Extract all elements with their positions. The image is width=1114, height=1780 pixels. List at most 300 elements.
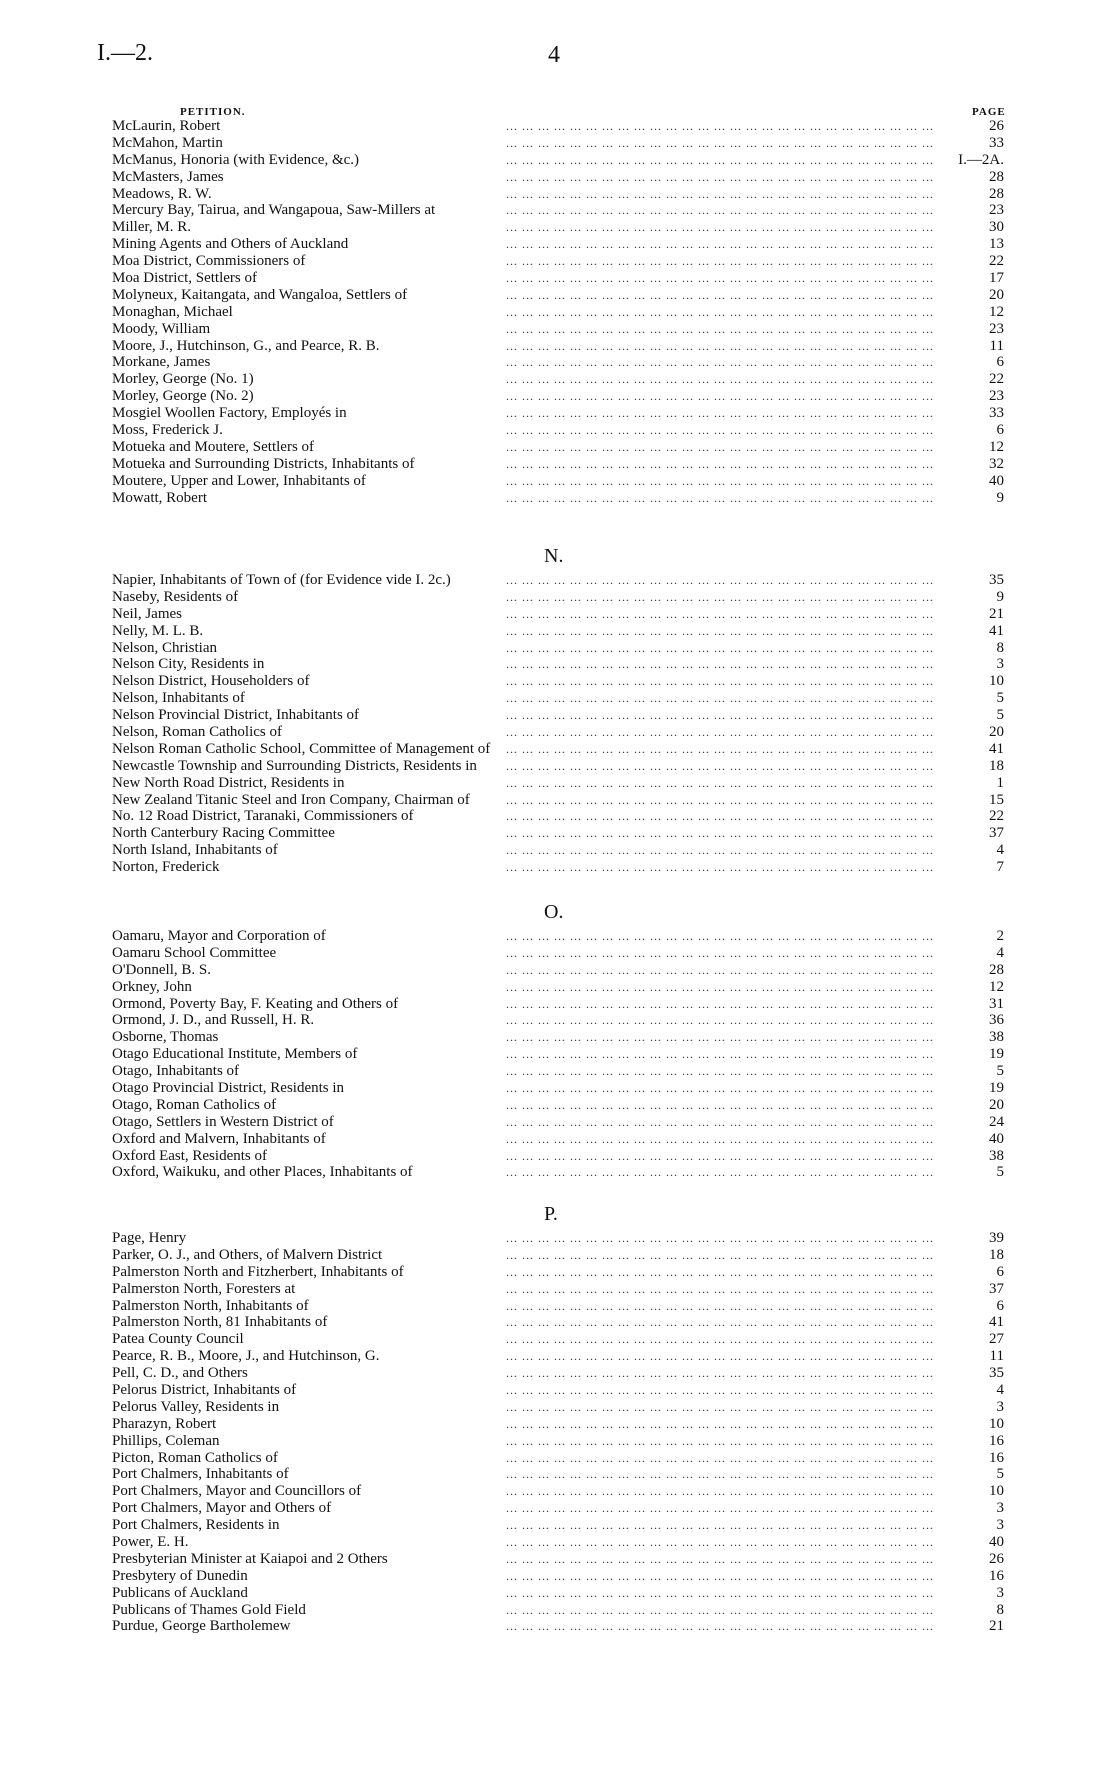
index-entry: [112, 371, 1004, 388]
entry-name: Oxford, Waikuku, and other Places, Inhabitants of: [112, 1164, 417, 1181]
index-entry: [112, 1046, 1004, 1063]
leader-dots: ... ... ... ... ... ... ... ... ... ... ... ... ... ... ... ... ... ... ... ... ... ... ... ... ... ... ...: [506, 237, 934, 252]
leader-dots: ... ... ... ... ... ... ... ... ... ... ... ... ... ... ... ... ... ... ... ... ... ... ... ... ... ... ...: [506, 338, 934, 353]
entry-name: Nelson Roman Catholic School, Committee of Management of: [112, 741, 494, 758]
leader-dots: ... ... ... ... ... ... ... ... ... ... ... ... ... ... ... ... ... ... ... ... ... ... ... ... ... ... ...: [506, 1332, 934, 1347]
index-entry: [112, 1450, 1004, 1467]
leader-dots: ... ... ... ... ... ... ... ... ... ... ... ... ... ... ... ... ... ... ... ... ... ... ... ... ... ... ...: [506, 962, 934, 977]
entry-page: 35: [989, 1365, 1004, 1382]
index-entry: [112, 169, 1004, 186]
entry-name: Oamaru, Mayor and Corporation of: [112, 928, 330, 945]
entry-name: Mowatt, Robert: [112, 490, 211, 507]
leader-dots: ... ... ... ... ... ... ... ... ... ... ... ... ... ... ... ... ... ... ... ... ... ... ... ... ... ... ...: [506, 456, 934, 471]
entry-name: Patea County Council: [112, 1331, 248, 1348]
index-entry: [112, 589, 1004, 606]
entry-name: Moss, Frederick J.: [112, 422, 227, 439]
entry-name: Page, Henry: [112, 1230, 190, 1247]
entry-page: 35: [989, 572, 1004, 588]
entry-name: Power, E. H.: [112, 1534, 192, 1551]
leader-dots: ... ... ... ... ... ... ... ... ... ... ... ... ... ... ... ... ... ... ... ... ... ... ... ... ... ... ...: [506, 1131, 934, 1146]
entry-name: Naseby, Residents of: [112, 589, 242, 606]
leader-dots: ... ... ... ... ... ... ... ... ... ... ... ... ... ... ... ... ... ... ... ... ... ... ... ... ... ... ...: [506, 758, 934, 773]
entry-page: 18: [989, 1246, 1004, 1263]
index-entry: [112, 1097, 1004, 1114]
index-entry: [112, 1416, 1004, 1433]
entry-page: 10: [989, 673, 1004, 690]
index-entry: [112, 253, 1004, 270]
entry-name: Palmerston North and Fitzherbert, Inhabitants of: [112, 1264, 408, 1281]
leader-dots: ... ... ... ... ... ... ... ... ... ... ... ... ... ... ... ... ... ... ... ... ... ... ... ... ... ... ...: [506, 1484, 934, 1499]
entry-page: 12: [989, 438, 1004, 455]
leader-dots: ... ... ... ... ... ... ... ... ... ... ... ... ... ... ... ... ... ... ... ... ... ... ... ... ... ... ...: [506, 691, 934, 706]
entry-name: Oamaru School Committee: [112, 945, 280, 962]
index-entry: [112, 775, 1004, 792]
leader-dots: ... ... ... ... ... ... ... ... ... ... ... ... ... ... ... ... ... ... ... ... ... ... ... ... ... ... ...: [506, 657, 934, 672]
leader-dots: ... ... ... ... ... ... ... ... ... ... ... ... ... ... ... ... ... ... ... ... ... ... ... ... ... ... ...: [506, 490, 934, 505]
leader-dots: ... ... ... ... ... ... ... ... ... ... ... ... ... ... ... ... ... ... ... ... ... ... ... ... ... ... ...: [506, 1535, 934, 1550]
entry-name: Miller, M. R.: [112, 219, 195, 236]
leader-dots: ... ... ... ... ... ... ... ... ... ... ... ... ... ... ... ... ... ... ... ... ... ... ... ... ... ... ...: [506, 1619, 934, 1634]
leader-dots: ... ... ... ... ... ... ... ... ... ... ... ... ... ... ... ... ... ... ... ... ... ... ... ... ... ... ...: [506, 1264, 934, 1279]
entry-name: Osborne, Thomas: [112, 1029, 222, 1046]
leader-dots: ... ... ... ... ... ... ... ... ... ... ... ... ... ... ... ... ... ... ... ... ... ... ... ... ... ... ...: [506, 254, 934, 269]
index-entry: [112, 1314, 1004, 1331]
entry-name: Nelson City, Residents in: [112, 656, 268, 673]
entry-name: Morley, George (No. 1): [112, 371, 258, 388]
leader-dots: ... ... ... ... ... ... ... ... ... ... ... ... ... ... ... ... ... ... ... ... ... ... ... ... ... ... ...: [506, 372, 934, 387]
entry-name: O'Donnell, B. S.: [112, 962, 215, 979]
index-entry: [112, 1230, 1004, 1247]
index-entry: [112, 842, 1004, 859]
entry-name: Pelorus District, Inhabitants of: [112, 1382, 300, 1399]
entry-page: 5: [996, 707, 1004, 724]
entry-page: 9: [996, 588, 1004, 605]
index-entry: [112, 690, 1004, 707]
leader-dots: ... ... ... ... ... ... ... ... ... ... ... ... ... ... ... ... ... ... ... ... ... ... ... ... ... ... ...: [506, 1114, 934, 1129]
index-entry: [112, 1382, 1004, 1399]
entry-page: 41: [989, 740, 1004, 757]
entry-name: Napier, Inhabitants of Town of (for Evidence vide I. 2c.): [112, 572, 455, 589]
leader-dots: ... ... ... ... ... ... ... ... ... ... ... ... ... ... ... ... ... ... ... ... ... ... ... ... ... ... ...: [506, 996, 934, 1011]
entry-name: Mining Agents and Others of Auckland: [112, 236, 352, 253]
entry-name: Publicans of Auckland: [112, 1585, 252, 1602]
entry-name: Otago, Inhabitants of: [112, 1063, 243, 1080]
entry-name: New Zealand Titanic Steel and Iron Company, Chairman of: [112, 792, 474, 809]
index-entry: [112, 219, 1004, 236]
leader-dots: ... ... ... ... ... ... ... ... ... ... ... ... ... ... ... ... ... ... ... ... ... ... ... ... ... ... ...: [506, 1047, 934, 1062]
leader-dots: ... ... ... ... ... ... ... ... ... ... ... ... ... ... ... ... ... ... ... ... ... ... ... ... ... ... ...: [506, 406, 934, 421]
leader-dots: ... ... ... ... ... ... ... ... ... ... ... ... ... ... ... ... ... ... ... ... ... ... ... ... ... ... ...: [506, 152, 934, 167]
leader-dots: ... ... ... ... ... ... ... ... ... ... ... ... ... ... ... ... ... ... ... ... ... ... ... ... ... ... ...: [506, 1416, 934, 1431]
entry-page: 4: [996, 842, 1004, 859]
entry-name: McManus, Honoria (with Evidence, &c.): [112, 152, 363, 169]
leader-dots: ... ... ... ... ... ... ... ... ... ... ... ... ... ... ... ... ... ... ... ... ... ... ... ... ... ... ...: [506, 1247, 934, 1262]
index-entry: [112, 656, 1004, 673]
leader-dots: ... ... ... ... ... ... ... ... ... ... ... ... ... ... ... ... ... ... ... ... ... ... ... ... ... ... ...: [506, 186, 934, 201]
leader-dots: ... ... ... ... ... ... ... ... ... ... ... ... ... ... ... ... ... ... ... ... ... ... ... ... ... ... ...: [506, 1298, 934, 1313]
index-entry: [112, 439, 1004, 456]
column-heading-page: PAGE: [972, 106, 1006, 118]
entry-page: 4: [996, 944, 1004, 961]
entry-name: Motueka and Moutere, Settlers of: [112, 439, 318, 456]
index-entry: [112, 572, 1004, 589]
entry-page: 16: [989, 1449, 1004, 1466]
section-letter: N.: [544, 545, 564, 567]
entry-name: Nelson, Roman Catholics of: [112, 724, 286, 741]
index-entry: [112, 1063, 1004, 1080]
entry-name: Newcastle Township and Surrounding Districts, Residents in: [112, 758, 481, 775]
entry-name: Pell, C. D., and Others: [112, 1365, 252, 1382]
leader-dots: ... ... ... ... ... ... ... ... ... ... ... ... ... ... ... ... ... ... ... ... ... ... ... ... ... ... ...: [506, 1097, 934, 1112]
entry-name: Nelson, Christian: [112, 640, 221, 657]
index-entry: [112, 979, 1004, 996]
entry-name: Moa District, Settlers of: [112, 270, 261, 287]
leader-dots: ... ... ... ... ... ... ... ... ... ... ... ... ... ... ... ... ... ... ... ... ... ... ... ... ... ... ...: [506, 1013, 934, 1028]
index-entry: [112, 1331, 1004, 1348]
index-entry: [112, 1500, 1004, 1517]
leader-dots: ... ... ... ... ... ... ... ... ... ... ... ... ... ... ... ... ... ... ... ... ... ... ... ... ... ... ...: [506, 220, 934, 235]
entry-name: Purdue, George Bartholemew: [112, 1618, 294, 1635]
entry-name: Moody, William: [112, 321, 214, 338]
entry-name: Presbytery of Dunedin: [112, 1568, 252, 1585]
leader-dots: ... ... ... ... ... ... ... ... ... ... ... ... ... ... ... ... ... ... ... ... ... ... ... ... ... ... ...: [506, 945, 934, 960]
entry-page: 5: [996, 1063, 1004, 1080]
leader-dots: ... ... ... ... ... ... ... ... ... ... ... ... ... ... ... ... ... ... ... ... ... ... ... ... ... ... ...: [506, 1501, 934, 1516]
entry-name: Nelly, M. L. B.: [112, 623, 207, 640]
entry-name: Nelson Provincial District, Inhabitants of: [112, 707, 363, 724]
leader-dots: ... ... ... ... ... ... ... ... ... ... ... ... ... ... ... ... ... ... ... ... ... ... ... ... ... ... ...: [506, 304, 934, 319]
entry-page: 20: [989, 724, 1004, 741]
leader-dots: ... ... ... ... ... ... ... ... ... ... ... ... ... ... ... ... ... ... ... ... ... ... ... ... ... ... ...: [506, 640, 934, 655]
index-entry: [112, 741, 1004, 758]
leader-dots: ... ... ... ... ... ... ... ... ... ... ... ... ... ... ... ... ... ... ... ... ... ... ... ... ... ... ...: [506, 1467, 934, 1482]
entry-page: 33: [989, 405, 1004, 422]
index-entry: [112, 606, 1004, 623]
index-entry: [112, 1264, 1004, 1281]
leader-dots: ... ... ... ... ... ... ... ... ... ... ... ... ... ... ... ... ... ... ... ... ... ... ... ... ... ... ...: [506, 809, 934, 824]
entry-page: 9: [996, 489, 1004, 506]
section-letter: P.: [544, 1203, 558, 1225]
entry-page: 16: [989, 1567, 1004, 1584]
entry-page: 12: [989, 303, 1004, 320]
entry-name: Moa District, Commissioners of: [112, 253, 309, 270]
entry-name: Meadows, R. W.: [112, 186, 216, 203]
index-entry: [112, 422, 1004, 439]
entry-page: 28: [989, 168, 1004, 185]
index-entry: [112, 135, 1004, 152]
leader-dots: ... ... ... ... ... ... ... ... ... ... ... ... ... ... ... ... ... ... ... ... ... ... ... ... ... ... ...: [506, 1281, 934, 1296]
index-section: [112, 118, 1004, 506]
entry-page: 20: [989, 1096, 1004, 1113]
index-entry: [112, 1348, 1004, 1365]
index-section: [112, 1230, 1004, 1635]
entry-page: 5: [996, 690, 1004, 707]
entry-page: 23: [989, 388, 1004, 405]
leader-dots: ... ... ... ... ... ... ... ... ... ... ... ... ... ... ... ... ... ... ... ... ... ... ... ... ... ... ...: [506, 1081, 934, 1096]
index-section: [112, 928, 1004, 1181]
leader-dots: ... ... ... ... ... ... ... ... ... ... ... ... ... ... ... ... ... ... ... ... ... ... ... ... ... ... ...: [506, 860, 934, 875]
entry-page: 7: [996, 859, 1004, 876]
entry-page: 21: [989, 605, 1004, 622]
entry-page: 33: [989, 134, 1004, 151]
leader-dots: ... ... ... ... ... ... ... ... ... ... ... ... ... ... ... ... ... ... ... ... ... ... ... ... ... ... ...: [506, 775, 934, 790]
entry-page: 5: [996, 1466, 1004, 1483]
entry-name: Nelson, Inhabitants of: [112, 690, 249, 707]
leader-dots: ... ... ... ... ... ... ... ... ... ... ... ... ... ... ... ... ... ... ... ... ... ... ... ... ... ... ...: [506, 1349, 934, 1364]
entry-page: 22: [989, 253, 1004, 270]
entry-name: Moore, J., Hutchinson, G., and Pearce, R. B.: [112, 338, 383, 355]
index-entry: [112, 1551, 1004, 1568]
entry-name: Monaghan, Michael: [112, 304, 237, 321]
index-entry: [112, 825, 1004, 842]
entry-page: 10: [989, 1415, 1004, 1432]
leader-dots: ... ... ... ... ... ... ... ... ... ... ... ... ... ... ... ... ... ... ... ... ... ... ... ... ... ... ...: [506, 929, 934, 943]
leader-dots: ... ... ... ... ... ... ... ... ... ... ... ... ... ... ... ... ... ... ... ... ... ... ... ... ... ... ...: [506, 623, 934, 638]
leader-dots: ... ... ... ... ... ... ... ... ... ... ... ... ... ... ... ... ... ... ... ... ... ... ... ... ... ... ...: [506, 439, 934, 454]
index-entry: [112, 1618, 1004, 1635]
index-entry: [112, 118, 1004, 135]
index-entry: [112, 859, 1004, 876]
leader-dots: ... ... ... ... ... ... ... ... ... ... ... ... ... ... ... ... ... ... ... ... ... ... ... ... ... ... ...: [506, 271, 934, 286]
entry-page: 3: [996, 1500, 1004, 1517]
leader-dots: ... ... ... ... ... ... ... ... ... ... ... ... ... ... ... ... ... ... ... ... ... ... ... ... ... ... ...: [506, 203, 934, 218]
entry-name: McMasters, James: [112, 169, 228, 186]
index-entry: [112, 707, 1004, 724]
entry-page: 3: [996, 656, 1004, 673]
entry-page: 10: [989, 1483, 1004, 1500]
entry-name: Pharazyn, Robert: [112, 1416, 220, 1433]
index-entry: [112, 1164, 1004, 1181]
entry-name: Motueka and Surrounding Districts, Inhabitants of: [112, 456, 418, 473]
leader-dots: ... ... ... ... ... ... ... ... ... ... ... ... ... ... ... ... ... ... ... ... ... ... ... ... ... ... ...: [506, 355, 934, 370]
index-entry: [112, 1602, 1004, 1619]
entry-page: 24: [989, 1113, 1004, 1130]
entry-page: 4: [996, 1382, 1004, 1399]
index-entry: [112, 792, 1004, 809]
leader-dots: ... ... ... ... ... ... ... ... ... ... ... ... ... ... ... ... ... ... ... ... ... ... ... ... ... ... ...: [506, 1064, 934, 1079]
leader-dots: ... ... ... ... ... ... ... ... ... ... ... ... ... ... ... ... ... ... ... ... ... ... ... ... ... ... ...: [506, 792, 934, 807]
leader-dots: ... ... ... ... ... ... ... ... ... ... ... ... ... ... ... ... ... ... ... ... ... ... ... ... ... ... ...: [506, 321, 934, 336]
entry-name: Nelson District, Householders of: [112, 673, 313, 690]
index-entry: [112, 473, 1004, 490]
entry-page: 28: [989, 185, 1004, 202]
entry-name: Publicans of Thames Gold Field: [112, 1602, 310, 1619]
entry-name: Palmerston North, 81 Inhabitants of: [112, 1314, 331, 1331]
leader-dots: ... ... ... ... ... ... ... ... ... ... ... ... ... ... ... ... ... ... ... ... ... ... ... ... ... ... ...: [506, 708, 934, 723]
index-entry: [112, 1012, 1004, 1029]
leader-dots: ... ... ... ... ... ... ... ... ... ... ... ... ... ... ... ... ... ... ... ... ... ... ... ... ... ... ...: [506, 1602, 934, 1617]
entry-name: Otago, Settlers in Western District of: [112, 1114, 338, 1131]
document-reference: I.—2.: [97, 40, 153, 66]
leader-dots: ... ... ... ... ... ... ... ... ... ... ... ... ... ... ... ... ... ... ... ... ... ... ... ... ... ... ...: [506, 169, 934, 184]
index-entry: [112, 1433, 1004, 1450]
leader-dots: ... ... ... ... ... ... ... ... ... ... ... ... ... ... ... ... ... ... ... ... ... ... ... ... ... ... ...: [506, 979, 934, 994]
entry-name: Presbyterian Minister at Kaiapoi and 2 Others: [112, 1551, 392, 1568]
leader-dots: ... ... ... ... ... ... ... ... ... ... ... ... ... ... ... ... ... ... ... ... ... ... ... ... ... ... ...: [506, 674, 934, 689]
leader-dots: ... ... ... ... ... ... ... ... ... ... ... ... ... ... ... ... ... ... ... ... ... ... ... ... ... ... ...: [506, 1148, 934, 1163]
index-entry: [112, 1114, 1004, 1131]
entry-page: 26: [989, 1550, 1004, 1567]
entry-page: 13: [989, 236, 1004, 253]
index-section: [112, 572, 1004, 876]
entry-page: 19: [989, 1046, 1004, 1063]
leader-dots: ... ... ... ... ... ... ... ... ... ... ... ... ... ... ... ... ... ... ... ... ... ... ... ... ... ... ...: [506, 1568, 934, 1583]
entry-page: 30: [989, 219, 1004, 236]
entry-name: Mosgiel Woollen Factory, Employés in: [112, 405, 351, 422]
entry-page: 38: [989, 1147, 1004, 1164]
index-entry: [112, 490, 1004, 507]
index-entry: [112, 808, 1004, 825]
leader-dots: ... ... ... ... ... ... ... ... ... ... ... ... ... ... ... ... ... ... ... ... ... ... ... ... ... ... ...: [506, 1231, 934, 1245]
index-entry: [112, 1148, 1004, 1165]
entry-page: 36: [989, 1012, 1004, 1029]
index-entry: [112, 202, 1004, 219]
entry-page: 3: [996, 1398, 1004, 1415]
index-entry: [112, 1534, 1004, 1551]
index-entry: [112, 623, 1004, 640]
entry-page: 22: [989, 808, 1004, 825]
entry-page: 22: [989, 371, 1004, 388]
leader-dots: ... ... ... ... ... ... ... ... ... ... ... ... ... ... ... ... ... ... ... ... ... ... ... ... ... ... ...: [506, 606, 934, 621]
entry-page: 17: [989, 270, 1004, 287]
leader-dots: ... ... ... ... ... ... ... ... ... ... ... ... ... ... ... ... ... ... ... ... ... ... ... ... ... ... ...: [506, 473, 934, 488]
entry-page: 37: [989, 1280, 1004, 1297]
leader-dots: ... ... ... ... ... ... ... ... ... ... ... ... ... ... ... ... ... ... ... ... ... ... ... ... ... ... ...: [506, 1383, 934, 1398]
entry-page: 11: [989, 1348, 1004, 1365]
index-entry: [112, 1365, 1004, 1382]
index-entry: [112, 1080, 1004, 1097]
entry-page: 40: [989, 1130, 1004, 1147]
index-entry: [112, 270, 1004, 287]
index-entry: [112, 1483, 1004, 1500]
entry-name: Orkney, John: [112, 979, 196, 996]
entry-name: McMahon, Martin: [112, 135, 227, 152]
leader-dots: ... ... ... ... ... ... ... ... ... ... ... ... ... ... ... ... ... ... ... ... ... ... ... ... ... ... ...: [506, 389, 934, 404]
entry-name: Port Chalmers, Residents in: [112, 1517, 284, 1534]
entry-name: Port Chalmers, Inhabitants of: [112, 1466, 293, 1483]
entry-page: 20: [989, 286, 1004, 303]
index-entry: [112, 945, 1004, 962]
leader-dots: ... ... ... ... ... ... ... ... ... ... ... ... ... ... ... ... ... ... ... ... ... ... ... ... ... ... ...: [506, 826, 934, 841]
entry-page: 32: [989, 455, 1004, 472]
index-entry: [112, 673, 1004, 690]
entry-name: Parker, O. J., and Others, of Malvern District: [112, 1247, 386, 1264]
entry-name: Port Chalmers, Mayor and Councillors of: [112, 1483, 365, 1500]
entry-name: Molyneux, Kaitangata, and Wangaloa, Settlers of: [112, 287, 411, 304]
leader-dots: ... ... ... ... ... ... ... ... ... ... ... ... ... ... ... ... ... ... ... ... ... ... ... ... ... ... ...: [506, 725, 934, 740]
index-entry: [112, 962, 1004, 979]
entry-name: Port Chalmers, Mayor and Others of: [112, 1500, 335, 1517]
entry-name: Mercury Bay, Tairua, and Wangapoua, Saw-Millers at: [112, 202, 439, 219]
entry-name: Moutere, Upper and Lower, Inhabitants of: [112, 473, 370, 490]
leader-dots: ... ... ... ... ... ... ... ... ... ... ... ... ... ... ... ... ... ... ... ... ... ... ... ... ... ... ...: [506, 1551, 934, 1566]
leader-dots: ... ... ... ... ... ... ... ... ... ... ... ... ... ... ... ... ... ... ... ... ... ... ... ... ... ... ...: [506, 1518, 934, 1533]
index-entry: [112, 388, 1004, 405]
entry-page: 21: [989, 1618, 1004, 1635]
entry-page: 12: [989, 978, 1004, 995]
leader-dots: ... ... ... ... ... ... ... ... ... ... ... ... ... ... ... ... ... ... ... ... ... ... ... ... ... ... ...: [506, 135, 934, 150]
index-entry: [112, 1131, 1004, 1148]
entry-name: Ormond, Poverty Bay, F. Keating and Others of: [112, 996, 402, 1013]
entry-page: 6: [996, 354, 1004, 371]
entry-name: Morley, George (No. 2): [112, 388, 258, 405]
entry-name: North Canterbury Racing Committee: [112, 825, 339, 842]
entry-name: McLaurin, Robert: [112, 118, 224, 135]
entry-name: Otago, Roman Catholics of: [112, 1097, 280, 1114]
index-entry: [112, 640, 1004, 657]
entry-name: Oxford East, Residents of: [112, 1148, 271, 1165]
entry-page: 6: [996, 1263, 1004, 1280]
leader-dots: ... ... ... ... ... ... ... ... ... ... ... ... ... ... ... ... ... ... ... ... ... ... ... ... ... ... ...: [506, 843, 934, 858]
index-entry: [112, 186, 1004, 203]
entry-name: Morkane, James: [112, 354, 214, 371]
entry-name: New North Road District, Residents in: [112, 775, 348, 792]
entry-page: 39: [989, 1230, 1004, 1246]
entry-name: Phillips, Coleman: [112, 1433, 224, 1450]
entry-page: 6: [996, 1297, 1004, 1314]
leader-dots: ... ... ... ... ... ... ... ... ... ... ... ... ... ... ... ... ... ... ... ... ... ... ... ... ... ... ...: [506, 287, 934, 302]
entry-page: 5: [996, 1164, 1004, 1181]
index-entry: [112, 1399, 1004, 1416]
leader-dots: ... ... ... ... ... ... ... ... ... ... ... ... ... ... ... ... ... ... ... ... ... ... ... ... ... ... ...: [506, 573, 934, 587]
index-entry: [112, 1517, 1004, 1534]
leader-dots: ... ... ... ... ... ... ... ... ... ... ... ... ... ... ... ... ... ... ... ... ... ... ... ... ... ... ...: [506, 1399, 934, 1414]
index-entry: [112, 405, 1004, 422]
index-entry: [112, 456, 1004, 473]
index-entry: [112, 1466, 1004, 1483]
section-letter: O.: [544, 901, 564, 923]
leader-dots: ... ... ... ... ... ... ... ... ... ... ... ... ... ... ... ... ... ... ... ... ... ... ... ... ... ... ...: [506, 589, 934, 604]
column-heading-petition: PETITION.: [180, 106, 246, 118]
entry-page: 19: [989, 1080, 1004, 1097]
entry-name: No. 12 Road District, Taranaki, Commissioners of: [112, 808, 418, 825]
page-number: 4: [548, 42, 560, 68]
entry-page: 37: [989, 825, 1004, 842]
leader-dots: ... ... ... ... ... ... ... ... ... ... ... ... ... ... ... ... ... ... ... ... ... ... ... ... ... ... ...: [506, 423, 934, 438]
entry-page: 40: [989, 1534, 1004, 1551]
leader-dots: ... ... ... ... ... ... ... ... ... ... ... ... ... ... ... ... ... ... ... ... ... ... ... ... ... ... ...: [506, 741, 934, 756]
entry-page: 40: [989, 472, 1004, 489]
index-entry: [112, 724, 1004, 741]
entry-page: 8: [996, 639, 1004, 656]
entry-name: Pearce, R. B., Moore, J., and Hutchinson, G.: [112, 1348, 383, 1365]
index-entry: [112, 1029, 1004, 1046]
index-entry: [112, 1247, 1004, 1264]
leader-dots: ... ... ... ... ... ... ... ... ... ... ... ... ... ... ... ... ... ... ... ... ... ... ... ... ... ... ...: [506, 1585, 934, 1600]
entry-page: 18: [989, 757, 1004, 774]
index-entry: [112, 996, 1004, 1013]
entry-page: 3: [996, 1517, 1004, 1534]
entry-page: 27: [989, 1331, 1004, 1348]
entry-name: Pelorus Valley, Residents in: [112, 1399, 283, 1416]
entry-page: 28: [989, 961, 1004, 978]
entry-name: Otago Provincial District, Residents in: [112, 1080, 348, 1097]
index-entry: [112, 321, 1004, 338]
leader-dots: ... ... ... ... ... ... ... ... ... ... ... ... ... ... ... ... ... ... ... ... ... ... ... ... ... ... ...: [506, 1315, 934, 1330]
entry-name: Norton, Frederick: [112, 859, 223, 876]
entry-name: Oxford and Malvern, Inhabitants of: [112, 1131, 330, 1148]
entry-page: I.—2A.: [958, 151, 1004, 168]
entry-page: 26: [989, 118, 1004, 134]
entry-page: 2: [996, 928, 1004, 944]
leader-dots: ... ... ... ... ... ... ... ... ... ... ... ... ... ... ... ... ... ... ... ... ... ... ... ... ... ... ...: [506, 1433, 934, 1448]
index-entry: [112, 287, 1004, 304]
index-entry: [112, 758, 1004, 775]
entry-page: 8: [996, 1601, 1004, 1618]
entry-page: 16: [989, 1432, 1004, 1449]
entry-page: 41: [989, 1314, 1004, 1331]
leader-dots: ... ... ... ... ... ... ... ... ... ... ... ... ... ... ... ... ... ... ... ... ... ... ... ... ... ... ...: [506, 1165, 934, 1180]
